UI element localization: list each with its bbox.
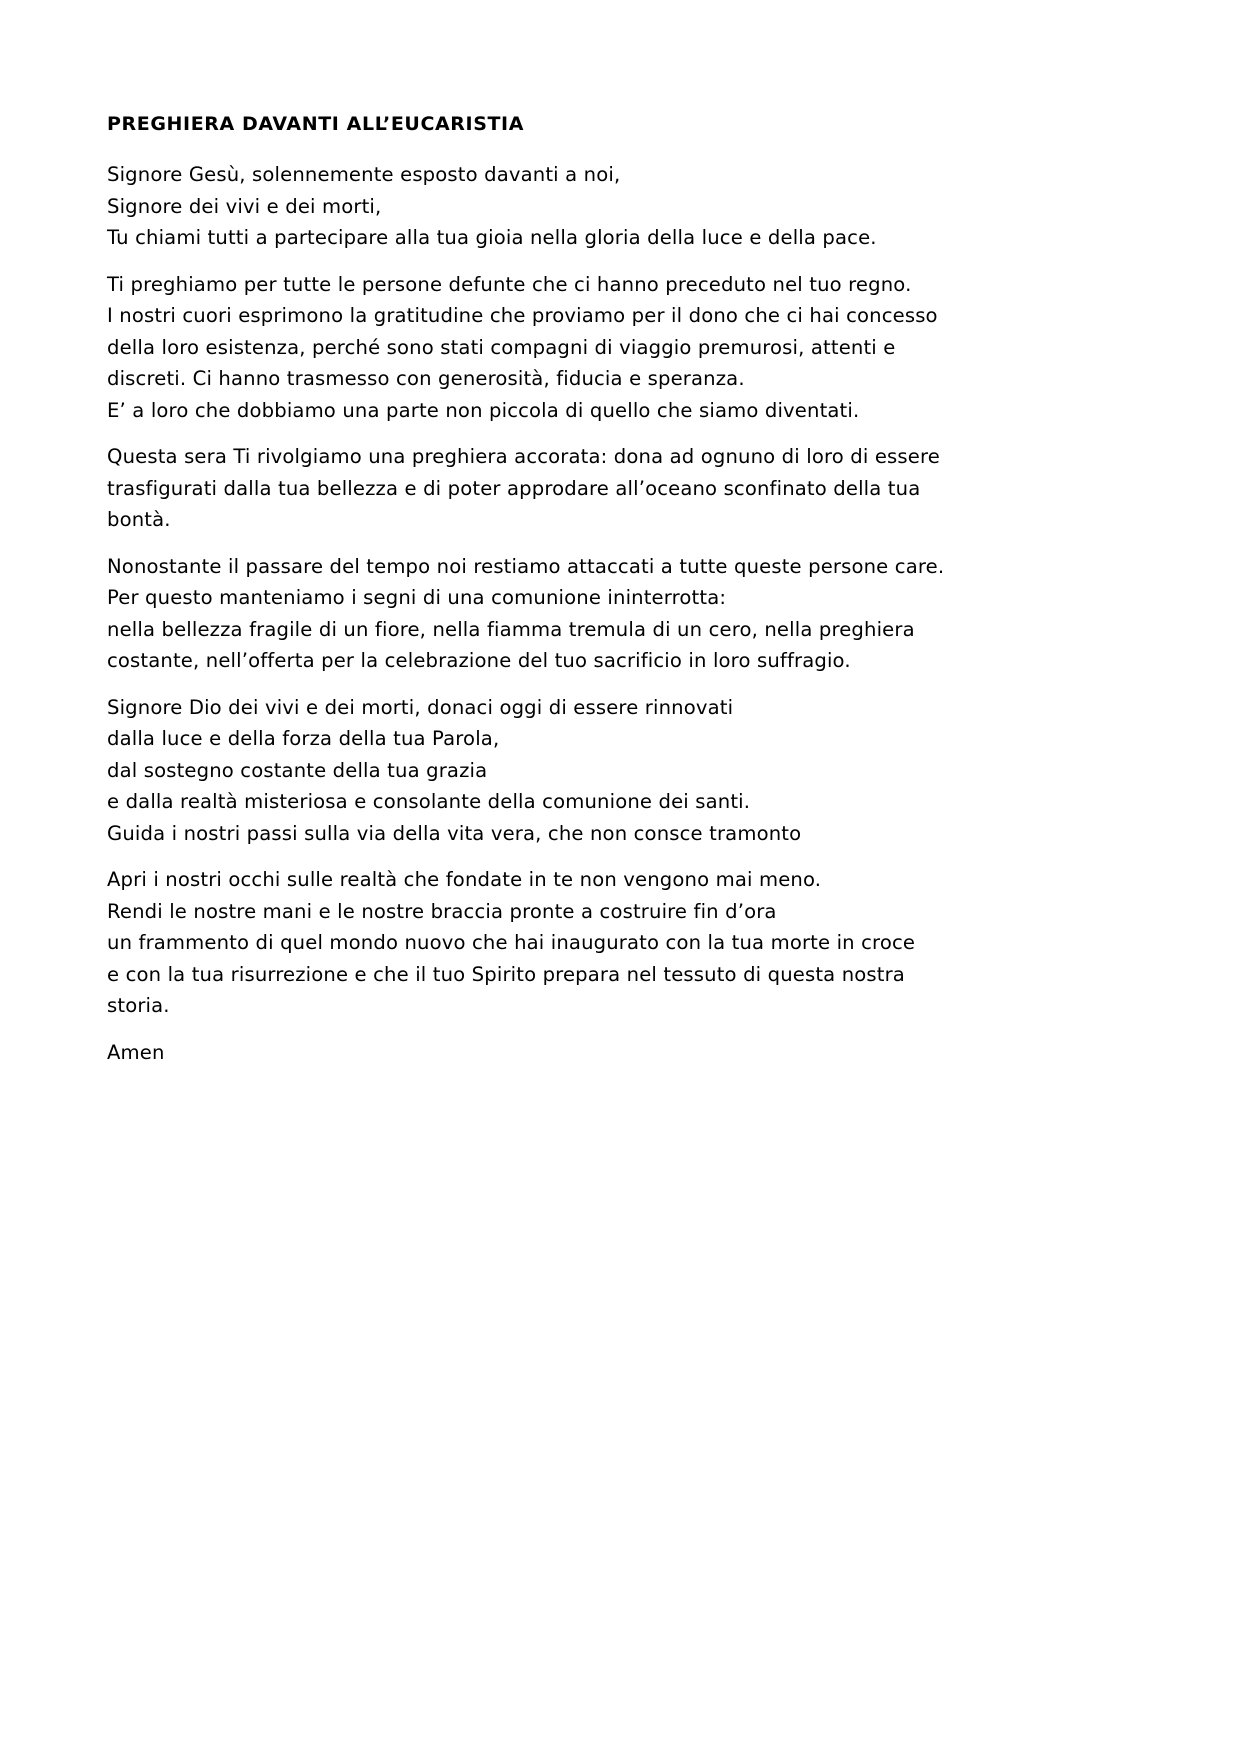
text-line: Apri i nostri occhi sulle realtà che fondate in te non vengono mai meno. <box>107 868 822 891</box>
text-line: costante, nell’offerta per la celebrazione del tuo sacrificio in loro suffragio. <box>107 649 851 672</box>
text-line: e dalla realtà misteriosa e consolante della comunione dei santi. <box>107 790 751 813</box>
text-line: E’ a loro che dobbiamo una parte non piccola di quello che siamo diventati. <box>107 398 860 422</box>
paragraph <box>107 551 1147 677</box>
paragraph <box>107 1037 1147 1069</box>
text-line: e con la tua risurrezione e che il tuo Spirito prepara nel tessuto di questa nostra <box>107 962 905 986</box>
document-body <box>107 159 1147 1068</box>
document-title: PREGHIERA DAVANTI ALL’EUCARISTIA <box>107 113 525 135</box>
document-page <box>107 111 1147 1083</box>
text-line: discreti. Ci hanno trasmesso con generosità, fiducia e speranza. <box>107 367 745 390</box>
text-line: Amen <box>107 1040 165 1064</box>
text-line: Ti preghiamo per tutte le persone defunte che ci hanno preceduto nel tuo regno. <box>107 272 912 296</box>
text-line: storia. <box>107 994 170 1017</box>
text-line: Nonostante il passare del tempo noi restiamo attaccati a tutte queste persone care. <box>107 554 945 578</box>
text-line: bontà. <box>107 508 171 531</box>
paragraph <box>107 269 1147 427</box>
text-line: I nostri cuori esprimono la gratitudine che proviamo per il dono che ci hai concesso <box>107 304 938 327</box>
paragraph <box>107 159 1147 254</box>
text-line: dal sostegno costante della tua grazia <box>107 758 488 782</box>
text-line: Signore dei vivi e dei morti, <box>107 194 382 218</box>
text-line: Signore Gesù, solennemente esposto davanti a noi, <box>107 163 621 186</box>
text-line: Guida i nostri passi sulla via della vita vera, che non consce tramonto <box>107 821 802 845</box>
paragraph <box>107 864 1147 1022</box>
text-line: un frammento di quel mondo nuovo che hai inaugurato con la tua morte in croce <box>107 931 916 954</box>
text-line: Tu chiami tutti a partecipare alla tua gioia nella gloria della luce e della pace. <box>107 226 877 249</box>
text-line: Per questo manteniamo i segni di una comunione ininterrotta: <box>107 586 727 609</box>
text-line: Rendi le nostre mani e le nostre braccia pronte a costruire fin d’ora <box>107 899 777 923</box>
text-line: trasfigurati dalla tua bellezza e di poter approdare all’oceano sconfinato della tua <box>107 476 921 500</box>
paragraph <box>107 441 1147 536</box>
text-line: Questa sera Ti rivolgiamo una preghiera accorata: dona ad ognuno di loro di essere <box>107 445 940 468</box>
text-line: nella bellezza fragile di un fiore, nella fiamma tremula di un cero, nella preghiera <box>107 617 915 641</box>
text-line: della loro esistenza, perché sono stati compagni di viaggio premurosi, attenti e <box>107 335 896 359</box>
paragraph <box>107 692 1147 850</box>
text-line: Signore Dio dei vivi e dei morti, donaci oggi di essere rinnovati <box>107 695 734 719</box>
text-line: dalla luce e della forza della tua Parola, <box>107 727 500 750</box>
